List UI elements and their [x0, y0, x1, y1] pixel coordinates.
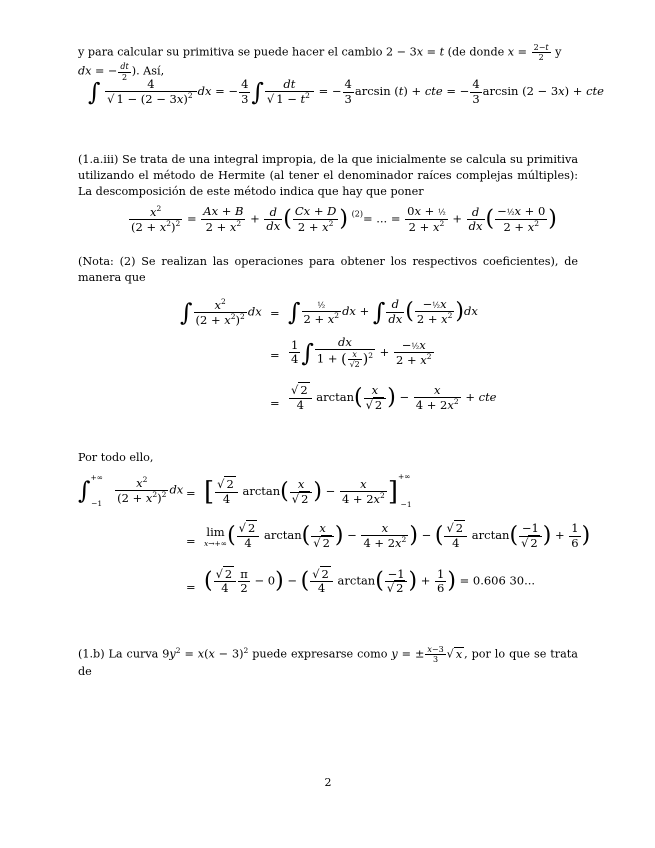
- paragraph-substitution: y para calcular su primitiva se puede hacer el cambio 2 − 3x = t (de donde x = $\frac{2-t}{2}$ y dx = − $\frac{dt}{2}$ ). Así,: [78, 43, 562, 82]
- equation-primitive-derivation: ∫ $\frac{x^2}{(2 + x^2)^2}$ dx = ∫ $\frac{\text{½}}{2 + x^2}$ dx + ∫ $\frac{d}{dx}$ ( $\frac{\text{−½x}}{2 + x^2}$ )dx = $\frac{1}{4}$ ∫ dx 1 + ( $\frac{x}{√2}$ )$^2$ + $\frac{\text{−½x}}{2 + x^2}$ = $\frac{√ 2}{4}$ arctan( $\frac{x}{√ 2}$ ) − $\frac{x}{4 + 2x^2}$ + cte: [180, 297, 497, 413]
- text-y-para: y para calcular su primitiva se puede hacer el cambio 2 − 3x = t (de donde x =: [78, 45, 531, 59]
- paragraph-nota: (Nota: (2) Se realizan las operaciones para obtener los respectivos coeficientes), de manera que: [78, 255, 578, 284]
- equation-improper-integral: $\int^{+\infty}_{-1}$ $\frac{x^2}{(2 + x^2)^2}$ dx = [ $\frac{√ 2}{4}$ arctan( $\frac{x}{√ 2}$ ) − $\frac{x}{4 + 2x^2}$ ]$^{+\infty}_{-1}$ = lim x→+∞ ( $\frac{√ 2}{4}$ arctan( $\frac{x}{√ 2}$ ) − $\frac{x}{4 + 2x^2}$ ) − ( $\frac{√ 2}{4}$ arctan( $\frac{-1}{√ 2}$ ) + $\frac{1}{6}$ ) = ( $\frac{√ 2}{4}$ $\frac{\pi}{2}$ − 0) − ( $\frac{√ 2}{4}$ arctan( $\frac{-1}{√ 2}$ ) + $\frac{1}{6}$ ) = 0.606 30...: [78, 472, 591, 596]
- equation-arcsin: ∫ $\frac{4}{√ 1 - (2 - 3x)^2}$ dx = − $\frac{4}{3}$ ∫ $\frac{dt}{√ 1 - t^2}$ = − $\frac{4}{3}$ arcsin (t) + cte = − $\frac{4}{3}$ arcsin (2 − 3x) + cte: [88, 77, 604, 107]
- paragraph-por-todo: Por todo ello,: [78, 451, 154, 464]
- fraction-x: $\frac{2-t}{2}$: [533, 43, 549, 63]
- equation-hermite-decomposition: $\frac{x^2}{(2 + x^2)^2}$ = $\frac{Ax + B}{2 + x^2}$ + $\frac{d}{dx}$ ( $\frac{Cx + D}{2 + x^2}$ ) $^{(2)}$= ... = $\frac{\text{0x + ½}}{2 + x^2}$ + $\frac{d}{dx}$ ( $\frac{\text{−½x + 0}}{2 + x^2}$ ): [131, 204, 557, 234]
- paragraph-curve: (1.b) La curva $9y^2 = x(x - 3)^2$ puede expresarse como y = ± $\frac{x-3}{3}$ √ x , por lo que se trata de: [78, 645, 578, 679]
- paragraph-hermite: (1.a.iii) Se trata de una integral impropia, de la que inicialmente se calcula su primitiva utilizando el método de Hermite (al tener el denominador raíces complejas múltiples): La descomposición de este método indica que hay que poner: [78, 153, 578, 198]
- result-value: = 0.606 30...: [459, 573, 536, 588]
- page-number: 2: [324, 776, 332, 789]
